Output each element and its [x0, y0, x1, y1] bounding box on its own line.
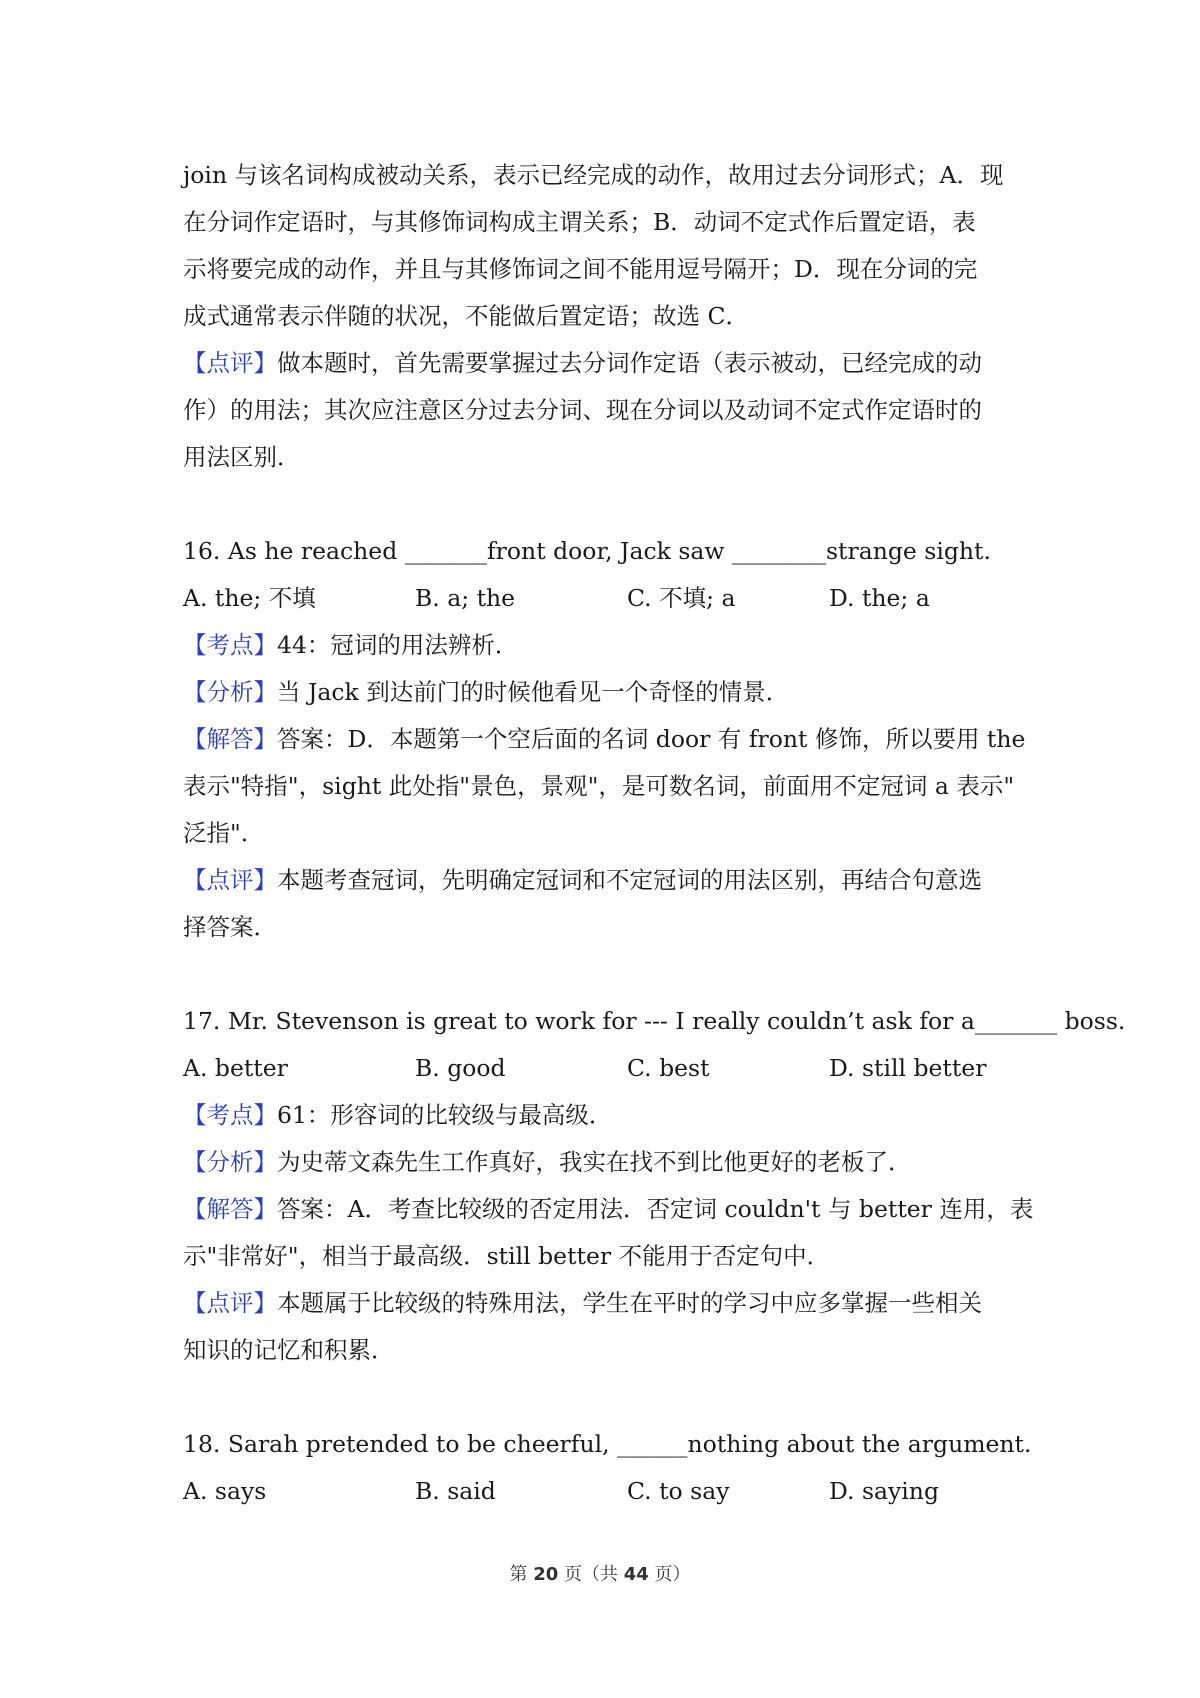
text-line: 在分词作定语时，与其修饰词构成主谓关系；B．动词不定式作后置定语，表	[183, 208, 976, 236]
text-line: 择答案．	[183, 913, 277, 941]
comment-text: 做本题时，首先需要掌握过去分词作定语（表示被动，已经完成的动	[277, 349, 982, 377]
jieda-tag: 【解答】	[183, 725, 277, 753]
option-b: B. good	[415, 1054, 506, 1082]
question-16-options	[183, 575, 1026, 622]
question-18-options	[183, 1468, 1026, 1515]
dianping-tag: 【点评】	[183, 1289, 277, 1317]
option-a: A. says	[183, 1477, 267, 1505]
total-pages: 44	[623, 1564, 649, 1585]
fenxi-tag: 【分析】	[183, 1148, 277, 1176]
question-16-stem: 16. As he reached _______front door, Jack saw ________strange sight.	[183, 537, 991, 565]
option-b: B. a; the	[415, 584, 516, 612]
page-body	[183, 152, 1126, 1515]
question-17-stem: 17. Mr. Stevenson is great to work for --- I really couldn’t ask for a_______ boss.	[183, 1007, 1126, 1035]
jieda-text: 答案：D．本题第一个空后面的名词 door 有 front 修饰，所以要用 the	[277, 725, 1026, 753]
jieda-line	[183, 1186, 1034, 1233]
option-b: B. said	[415, 1477, 496, 1505]
text-line: 成式通常表示伴随的状况，不能做后置定语；故选 C．	[183, 302, 749, 330]
kaodian-text: 61：形容词的比较级与最高级．	[277, 1101, 613, 1129]
option-a: A. better	[183, 1054, 288, 1082]
jieda-tag: 【解答】	[183, 1195, 277, 1223]
dianping-line	[183, 857, 1026, 904]
text-line: 泛指"．	[183, 819, 265, 847]
dianping-text: 本题属于比较级的特殊用法，学生在平时的学习中应多掌握一些相关	[277, 1289, 982, 1317]
question-17-options	[183, 1045, 1026, 1092]
jieda-text: 答案：A．考查比较级的否定用法．否定词 couldn't 与 better 连用，表	[277, 1195, 1034, 1223]
text-line: 示将要完成的动作，并且与其修饰词之间不能用逗号隔开；D．现在分词的完	[183, 255, 978, 283]
kaodian-tag: 【考点】	[183, 1101, 277, 1129]
page-footer: 第 20 页（共 44 页）	[509, 1564, 691, 1585]
comment-tag: 【点评】	[183, 349, 277, 377]
fenxi-line	[183, 1139, 1026, 1186]
option-d: D. saying	[829, 1477, 939, 1505]
option-d: D. still better	[829, 1054, 987, 1082]
option-a: A. the; 不填	[183, 584, 316, 612]
kaodian-line	[183, 622, 1026, 669]
dianping-line	[183, 1280, 1026, 1327]
text-line: 作）的用法；其次应注意区分过去分词、现在分词以及动词不定式作定语时的	[183, 396, 982, 424]
text-line: 用法区别．	[183, 443, 301, 471]
dianping-text: 本题考查冠词，先明确定冠词和不定冠词的用法区别，再结合句意选	[277, 866, 982, 894]
kaodian-line	[183, 1092, 1026, 1139]
comment-line	[183, 340, 1026, 387]
text-line: 表示"特指"，sight 此处指"景色，景观"，是可数名词，前面用不定冠词 a 表示"	[183, 772, 1015, 800]
option-c: C. best	[627, 1054, 710, 1082]
page-number: 20	[533, 1564, 559, 1585]
question-18-stem: 18. Sarah pretended to be cheerful, ______nothing about the argument.	[183, 1430, 1032, 1458]
text-line: 示"非常好"，相当于最高级．still better 不能用于否定句中．	[183, 1242, 831, 1270]
fenxi-text: 当 Jack 到达前门的时候他看见一个奇怪的情景．	[277, 678, 790, 706]
option-c: C. 不填; a	[627, 584, 736, 612]
option-d: D. the; a	[829, 584, 930, 612]
kaodian-tag: 【考点】	[183, 631, 277, 659]
fenxi-text: 为史蒂文森先生工作真好，我实在找不到比他更好的老板了．	[277, 1148, 912, 1176]
jieda-line	[183, 716, 1026, 763]
fenxi-tag: 【分析】	[183, 678, 277, 706]
kaodian-text: 44：冠词的用法辨析．	[277, 631, 519, 659]
text-line: 知识的记忆和积累．	[183, 1336, 395, 1364]
fenxi-line	[183, 669, 1026, 716]
dianping-tag: 【点评】	[183, 866, 277, 894]
option-c: C. to say	[627, 1477, 730, 1505]
text-line: join 与该名词构成被动关系，表示已经完成的动作，故用过去分词形式；A．现	[183, 161, 1004, 189]
